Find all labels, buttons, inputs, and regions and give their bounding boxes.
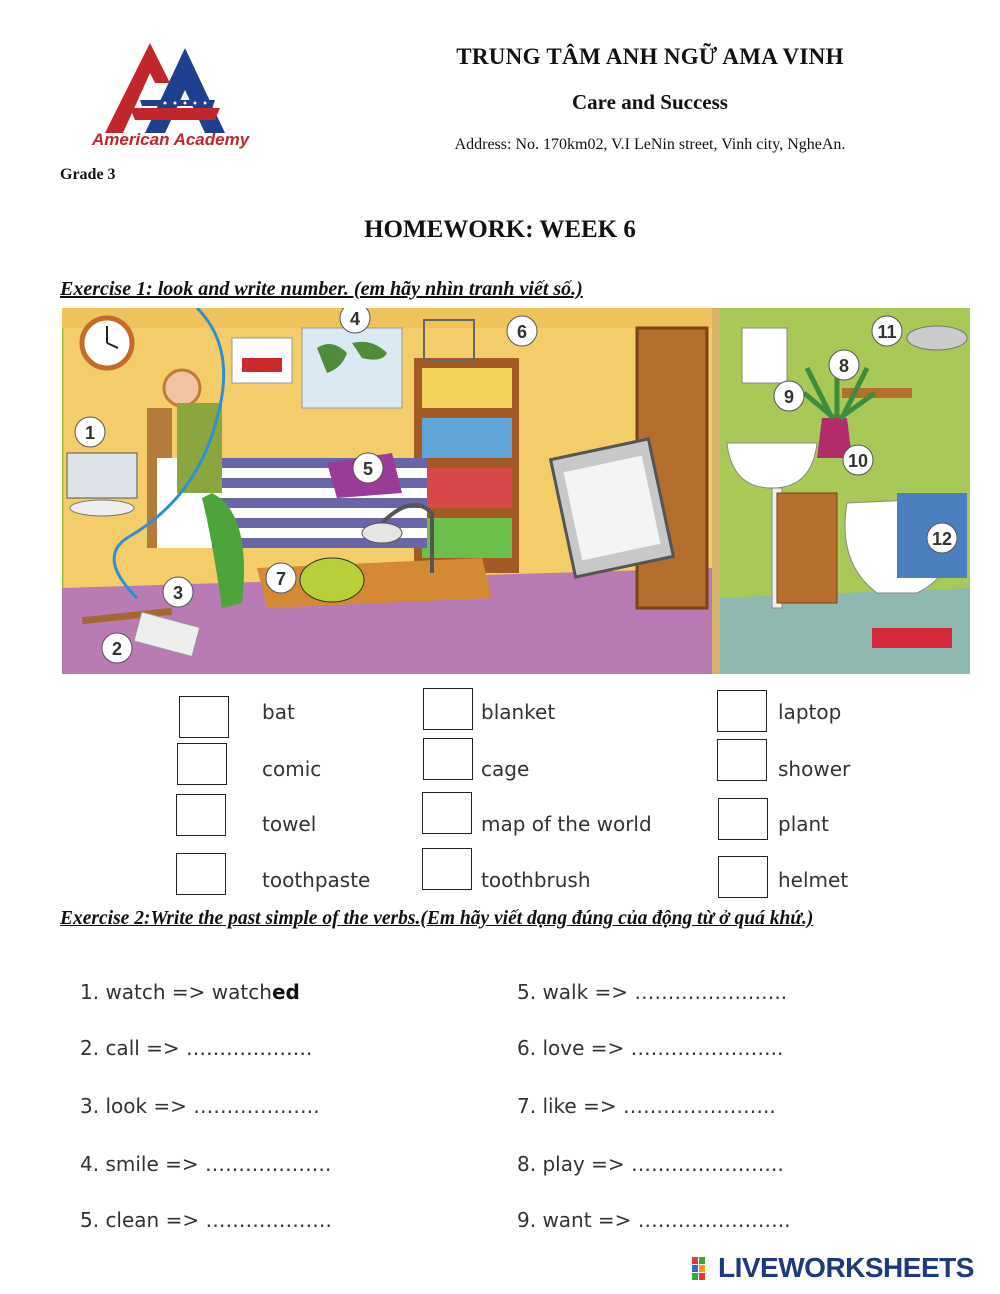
exercise-2-heading: Exercise 2:Write the past simple of the verbs.(Em hãy viết dạng đúng của động từ ở quá khứ.) bbox=[60, 908, 814, 929]
word-helmet: helmet bbox=[778, 868, 849, 892]
verb-item[interactable]: 7. like => ………………….. bbox=[517, 1094, 776, 1118]
answer-box-toothbrush[interactable] bbox=[422, 848, 472, 890]
label-3: 3 bbox=[172, 583, 184, 603]
answer-box-shower[interactable] bbox=[717, 739, 767, 781]
word-towel: towel bbox=[262, 812, 317, 836]
word-toothpaste: toothpaste bbox=[262, 868, 371, 892]
answer-box-toothpaste[interactable] bbox=[176, 853, 226, 895]
word-bat: bat bbox=[262, 700, 295, 724]
label-10: 10 bbox=[847, 451, 869, 471]
answer-box-towel[interactable] bbox=[176, 794, 226, 836]
liveworksheets-brand[interactable]: LIVEWORKSHEETS bbox=[718, 1252, 974, 1283]
word-cage: cage bbox=[481, 757, 530, 781]
answer-box-comic[interactable] bbox=[177, 743, 227, 785]
word-toothbrush: toothbrush bbox=[481, 868, 591, 892]
verb-item[interactable]: 9. want => ………………….. bbox=[517, 1208, 791, 1232]
word-comic: comic bbox=[262, 757, 322, 781]
answer-box-cage[interactable] bbox=[423, 738, 473, 780]
label-6: 6 bbox=[516, 322, 528, 342]
label-8: 8 bbox=[838, 356, 850, 376]
label-4: 4 bbox=[349, 309, 361, 329]
label-9: 9 bbox=[783, 387, 795, 407]
word-map-of-the-world: map of the world bbox=[481, 812, 652, 836]
logo-text: American Academy bbox=[92, 130, 250, 149]
answer-box-bat[interactable] bbox=[179, 696, 229, 738]
label-12: 12 bbox=[931, 529, 953, 549]
address: Address: No. 170km02, V.I LeNin street, Vinh city, NgheAn. bbox=[454, 136, 846, 153]
label-7: 7 bbox=[275, 569, 287, 589]
word-blanket: blanket bbox=[481, 700, 556, 724]
verb-item[interactable]: 5. walk => ………………….. bbox=[517, 980, 788, 1004]
slogan: Care and Success bbox=[572, 90, 728, 114]
answer-box-plant[interactable] bbox=[718, 798, 768, 840]
verb-item[interactable]: 2. call => ………………. bbox=[80, 1036, 313, 1060]
verb-item[interactable]: 4. smile => ………………. bbox=[80, 1152, 332, 1176]
center-name: TRUNG TÂM ANH NGỮ AMA VINH bbox=[456, 44, 844, 69]
word-plant: plant bbox=[778, 812, 830, 836]
verb-item[interactable]: 3. look => ………………. bbox=[80, 1094, 320, 1118]
label-1: 1 bbox=[84, 423, 96, 443]
label-2: 2 bbox=[111, 639, 123, 659]
answer-box-blanket[interactable] bbox=[423, 688, 473, 730]
word-laptop: laptop bbox=[778, 700, 842, 724]
exercise-1-heading: Exercise 1: look and write number. (em hãy nhìn tranh viết số.) bbox=[60, 278, 583, 300]
word-shower: shower bbox=[778, 757, 851, 781]
verb-example: 1. watch => watched bbox=[80, 980, 300, 1004]
label-5: 5 bbox=[362, 459, 374, 479]
answer-box-laptop[interactable] bbox=[717, 690, 767, 732]
answer-box-helmet[interactable] bbox=[718, 856, 768, 898]
page-title: HOMEWORK: WEEK 6 bbox=[364, 216, 636, 243]
answer-box-map[interactable] bbox=[422, 792, 472, 834]
grade-label: Grade 3 bbox=[60, 166, 116, 183]
verb-item[interactable]: 5. clean => ………………. bbox=[80, 1208, 332, 1232]
label-11: 11 bbox=[877, 322, 897, 342]
room-illustration bbox=[62, 308, 970, 674]
liveworksheets-icon bbox=[692, 1257, 714, 1281]
verb-item[interactable]: 6. love => ………………….. bbox=[517, 1036, 784, 1060]
verb-item[interactable]: 8. play => ………………….. bbox=[517, 1152, 784, 1176]
